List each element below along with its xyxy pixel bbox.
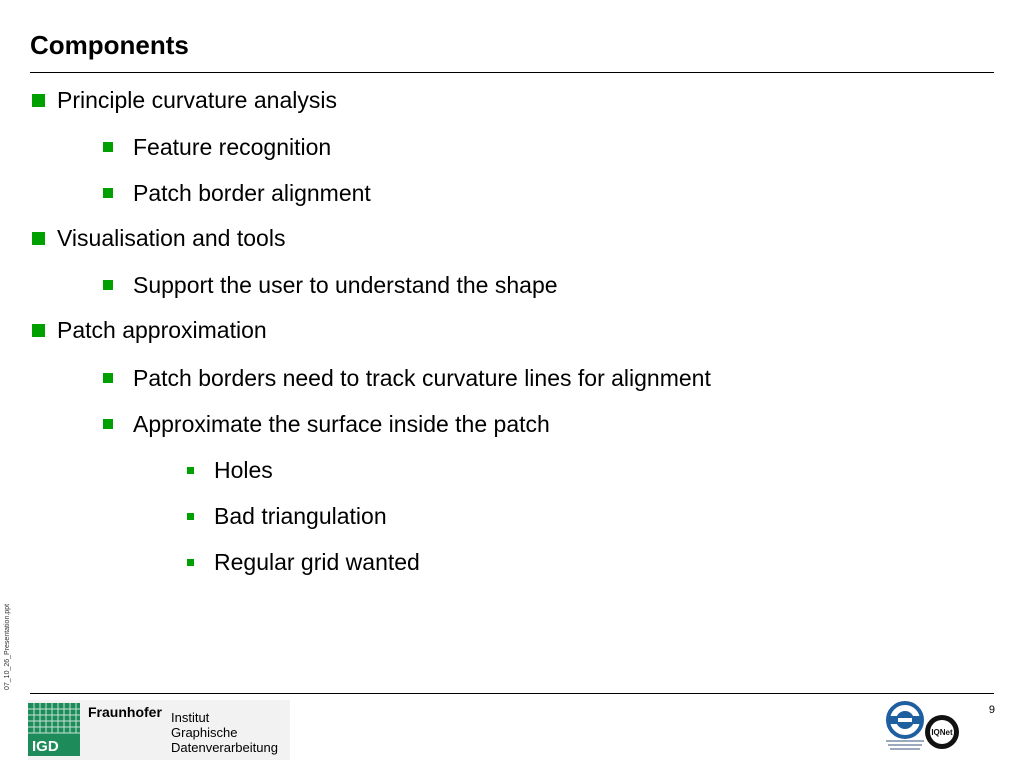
bullet-regular-grid — [187, 548, 420, 576]
bullet-text: Bad triangulation — [214, 503, 387, 529]
title-rule — [30, 72, 994, 73]
bullet-bad-triangulation — [187, 502, 387, 530]
bullet-patch-approximation — [32, 316, 267, 344]
page-number: 9 — [988, 704, 995, 716]
bullet-text: Patch approximation — [57, 317, 267, 343]
bullet-text: Support the user to understand the shape — [133, 272, 558, 298]
square-bullet-icon — [32, 324, 45, 337]
bullet-text: Patch borders need to track curvature lines for alignment — [133, 365, 711, 391]
bullet-holes — [187, 456, 273, 484]
seal-b-text: IQNet — [931, 728, 953, 737]
institute-line-3: Datenverarbeitung — [171, 740, 278, 755]
file-name-label: 07_10_26_Presentation.ppt — [4, 603, 11, 690]
bullet-patch-borders-track — [103, 364, 711, 392]
slide-title: Components — [30, 30, 189, 60]
square-bullet-icon — [32, 94, 45, 107]
institute-line-1: Institut — [171, 710, 210, 725]
square-bullet-icon — [32, 232, 45, 245]
bullet-text: Regular grid wanted — [214, 549, 420, 575]
bullet-principle-curvature — [32, 86, 337, 114]
square-bullet-icon — [103, 142, 113, 152]
square-bullet-icon — [187, 559, 194, 566]
bullet-text: Approximate the surface inside the patch — [133, 411, 550, 437]
bullet-feature-recognition — [103, 133, 331, 161]
bullet-text: Feature recognition — [133, 134, 332, 160]
logo-abbrev: IGD — [32, 738, 59, 755]
bullet-text: Principle curvature analysis — [57, 87, 337, 113]
bullet-text: Visualisation and tools — [57, 225, 286, 251]
logo-grid-icon — [28, 703, 80, 756]
bullet-patch-border-alignment — [103, 179, 371, 207]
square-bullet-icon — [187, 467, 194, 474]
iqnet-seal-icon — [924, 713, 960, 751]
institute-name — [171, 710, 278, 755]
bullet-support-user — [103, 271, 558, 299]
dqs-seal-icon — [882, 700, 928, 758]
square-bullet-icon — [103, 419, 113, 429]
square-bullet-icon — [103, 188, 113, 198]
logo-name: Fraunhofer — [88, 704, 162, 720]
bullet-text: Holes — [214, 457, 273, 483]
square-bullet-icon — [187, 513, 194, 520]
fraunhofer-igd-logo — [28, 700, 290, 760]
bullet-text: Patch border alignment — [133, 180, 371, 206]
institute-line-2: Graphische — [171, 725, 238, 740]
footer-rule — [30, 693, 994, 694]
square-bullet-icon — [103, 373, 113, 383]
bullet-visualisation-tools — [32, 224, 285, 252]
bullet-approximate-surface — [103, 410, 550, 438]
square-bullet-icon — [103, 280, 113, 290]
